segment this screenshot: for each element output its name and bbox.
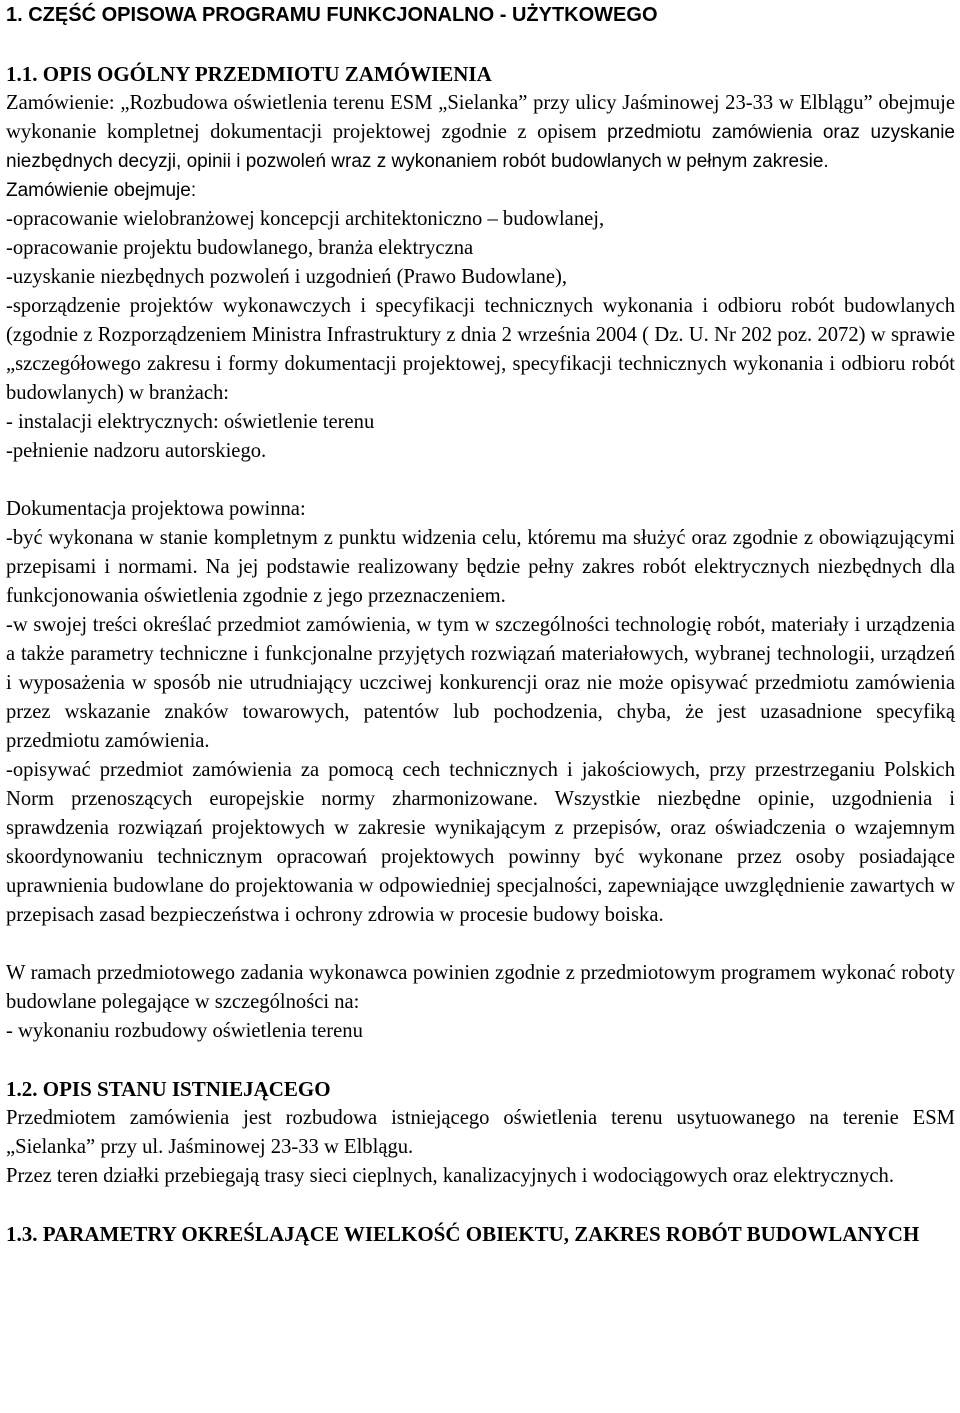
section-1-3-heading: 1.3. PARAMETRY OKREŚLAJĄCE WIELKOŚĆ OBIEKTU, ZAKRES ROBÓT BUDOWLANYCH (6, 1222, 920, 1246)
spacer (6, 1046, 955, 1075)
scope-label: Zamówienie obejmuje: (6, 180, 197, 201)
scope-long-item: -sporządzenie projektów wykonawczych i specyfikacji technicznych wykonania i odbioru robót budowlanych (zgodnie z Rozporządzeniem Ministra Infrastruktury z dnia 2 września 2004 ( Dz. U. Nr 202 poz. 2072) w sprawie „szczegółowego zakresu i formy dokumentacji projektowej, specyfikacji technicznych wykonania i odbioru robót budowlanych) w branżach: (6, 295, 955, 404)
documentation-paragraph: -opisywać przedmiot zamówienia za pomocą cech technicznych i jakościowych, przy przestrzeganiu Polskich Norm przenoszących europejskie normy zharmonizowane. Wszystkie niezbędne opinie, uzgodnienia i sprawdzenia rozwiązań projektowych w zakresie wynikającym z przepisów, oraz oświadczenia o wzajemnym skoordynowaniu technicznym opracowań projektowych powinny być wykonane przez osoby posiadające uprawnienia budowlane do projektowania w odpowiedniej specjalności, zapewniające uwzględnienie zawartych w przepisach zasad bezpieczeństwa i ochrony zdrowia w procesie budowy boiska. (6, 759, 955, 926)
intro-sans-text: przedmiotu zamówienia oraz uzyskanie niezbędnych decyzji, opinii i pozwoleń wraz z wykonaniem robót budowlanych w pełnym zakresie. (6, 122, 955, 172)
spacer (6, 930, 955, 959)
section-1-2-heading: 1.2. OPIS STANU ISTNIEJĄCEGO (6, 1077, 331, 1101)
scope-item: -opracowanie wielobranżowej koncepcji architektoniczno – budowlanej, (6, 208, 605, 230)
scope-item: - instalacji elektrycznych: oświetlenie terenu (6, 411, 375, 433)
spacer (6, 466, 955, 495)
intro-paragraph (6, 89, 955, 176)
scope-item: -uzyskanie niezbędnych pozwoleń i uzgodnień (Prawo Budowlane), (6, 266, 568, 288)
contractor-item: - wykonaniu rozbudowy oświetlenia terenu (6, 1020, 363, 1042)
section-1-1-heading: 1.1. OPIS OGÓLNY PRZEDMIOTU ZAMÓWIENIA (6, 62, 492, 86)
intro-serif-text: Zamówienie: „Rozbudowa oświetlenia terenu ESM „Sielanka” przy ulicy Jaśminowej 23-33 w Elblągu” obejmuje wykonanie kompletnej dokumentacji projektowej zgodnie z opisem (6, 92, 955, 143)
existing-state-paragraph: Przez teren działki przebiegają trasy sieci cieplnych, kanalizacyjnych i wodociągowych oraz elektrycznych. (6, 1165, 894, 1187)
spacer (6, 1191, 955, 1220)
existing-state-paragraph: Przedmiotem zamówienia jest rozbudowa istniejącego oświetlenia terenu usytuowanego na terenie ESM „Sielanka” przy ul. Jaśminowej 23-33 w Elblągu. (6, 1107, 955, 1158)
scope-item: -pełnienie nadzoru autorskiego. (6, 440, 267, 462)
main-heading: 1. CZĘŚĆ OPISOWA PROGRAMU FUNKCJONALNO - UŻYTKOWEGO (6, 4, 658, 26)
documentation-paragraph: -być wykonana w stanie kompletnym z punktu widzenia celu, któremu ma służyć oraz zgodnie z obowiązującymi przepisami i normami. Na jej podstawie realizowany będzie pełny zakres robót elektrycznych niezbędnych dla funkcjonowania oświetlenia zgodnie z jego przeznaczeniem. (6, 527, 955, 607)
documentation-paragraph: -w swojej treści określać przedmiot zamówienia, w tym w szczególności technologię robót, materiały i urządzenia a także parametry techniczne i funkcjonalne przyjętych rozwiązań materiałowych, wybranej technologii, urządzeń i wyposażenia w sposób nie utrudniający uczciwej konkurencji oraz nie może opisywać przedmiotu zamówienia przez wskazanie znaków towarowych, patentów lub pochodzenia, chyba, że jest uzasadnione specyfiką przedmiotu zamówienia. (6, 614, 955, 752)
scope-item: -opracowanie projektu budowlanego, branża elektryczna (6, 237, 474, 259)
document-page (0, 1, 960, 1413)
contractor-paragraph: W ramach przedmiotowego zadania wykonawca powinien zgodnie z przedmiotowym programem wykonać roboty budowlane polegające w szczególności na: (6, 962, 955, 1013)
documentation-label: Dokumentacja projektowa powinna: (6, 498, 306, 520)
